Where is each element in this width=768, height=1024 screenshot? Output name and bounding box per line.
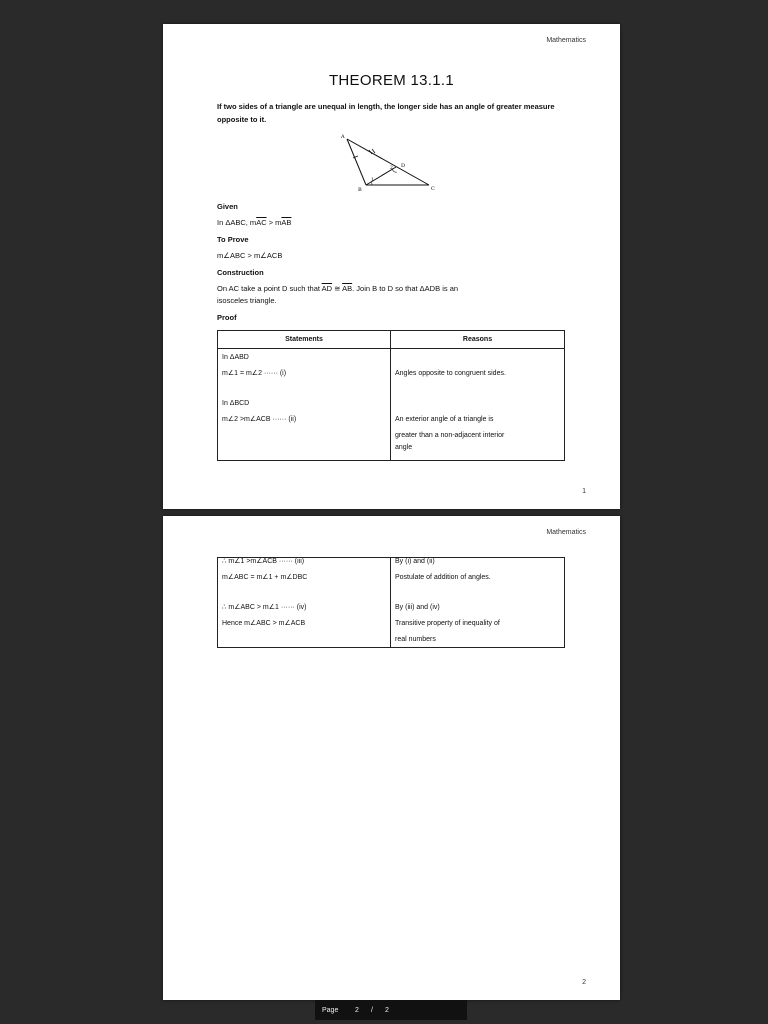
toprove-heading: To Prove: [217, 235, 249, 244]
statement-line: m∠1 = m∠2 ······ (i): [222, 370, 287, 377]
statements-cell: [218, 349, 391, 461]
running-head: Mathematics: [546, 529, 586, 536]
statements-header: Statements: [218, 331, 391, 349]
reason-line: angle: [395, 444, 413, 451]
given-text: In ΔABC, $m\overline{AC} > m\overline{AB}$: [217, 218, 292, 227]
label-d: D: [401, 163, 406, 169]
statements-cell: [218, 558, 391, 648]
label-a: A: [341, 134, 345, 140]
page-number: 1: [582, 488, 586, 495]
theorem-title: THEOREM 13.1.1: [328, 72, 455, 89]
reasons-cell: [391, 349, 565, 461]
theorem-statement: If two sides of a triangle are unequal in length, the longer side has an angle of greater measure opposite to it.: [217, 102, 555, 124]
document-page-1: [163, 24, 620, 509]
proof-heading: Proof: [217, 313, 237, 322]
reason-line: Angles opposite to congruent sides.: [395, 370, 506, 377]
current-page-input[interactable]: 2: [355, 1006, 359, 1014]
page-label: Page: [322, 1006, 339, 1014]
label-c: C: [431, 186, 435, 192]
reason-line: greater than a non-adjacent interior: [395, 432, 505, 439]
label-angle-2: 2: [390, 166, 393, 171]
statement-line: ∴ m∠ABC > m∠1 ······ (iv): [222, 604, 307, 611]
construction-text: On AC take a point D such that $\overline{AD}$ ≅ $\overline{AB}$. Join B to D so that ΔADB is an isosceles triangle.: [217, 284, 459, 305]
side-ab: [347, 139, 366, 185]
statement-line: In ΔABD: [222, 354, 249, 361]
reason-line: By (i) and (ii): [395, 558, 435, 565]
statement-line: m∠2 >m∠ACB ······ (ii): [222, 416, 297, 423]
statement-line: In ΔBCD: [222, 400, 250, 407]
reasons-cell: [391, 558, 565, 648]
side-ac: [347, 139, 429, 185]
page-indicator-bar[interactable]: [315, 1000, 467, 1020]
page-separator: /: [371, 1006, 373, 1014]
label-b: B: [358, 187, 362, 193]
proof-table: [217, 330, 565, 461]
statement-line: Hence m∠ABC > m∠ACB: [222, 620, 306, 627]
reason-line: By (iii) and (iv): [395, 604, 440, 611]
page-number: 2: [582, 979, 586, 986]
proof-table-continued: [217, 557, 565, 648]
toprove-text: m∠ABC > m∠ACB: [217, 251, 283, 260]
triangle-figure: [331, 129, 441, 215]
reason-line: An exterior angle of a triangle is: [395, 416, 494, 423]
reason-line: Postulate of addition of angles.: [395, 574, 491, 581]
label-angle-1: 1: [371, 178, 374, 183]
document-page-2: [163, 516, 620, 1000]
reason-line: Transitive property of inequality of: [395, 620, 500, 627]
given-heading: Given: [217, 202, 238, 211]
reason-line: real numbers: [395, 636, 436, 643]
statement-line: ∴ m∠1 >m∠ACB ······ (iii): [222, 558, 305, 565]
statement-line: m∠ABC = m∠1 + m∠DBC: [222, 574, 308, 581]
construction-heading: Construction: [217, 268, 264, 277]
running-head: Mathematics: [546, 37, 586, 44]
reasons-header: Reasons: [391, 331, 565, 349]
total-pages: 2: [385, 1006, 389, 1014]
